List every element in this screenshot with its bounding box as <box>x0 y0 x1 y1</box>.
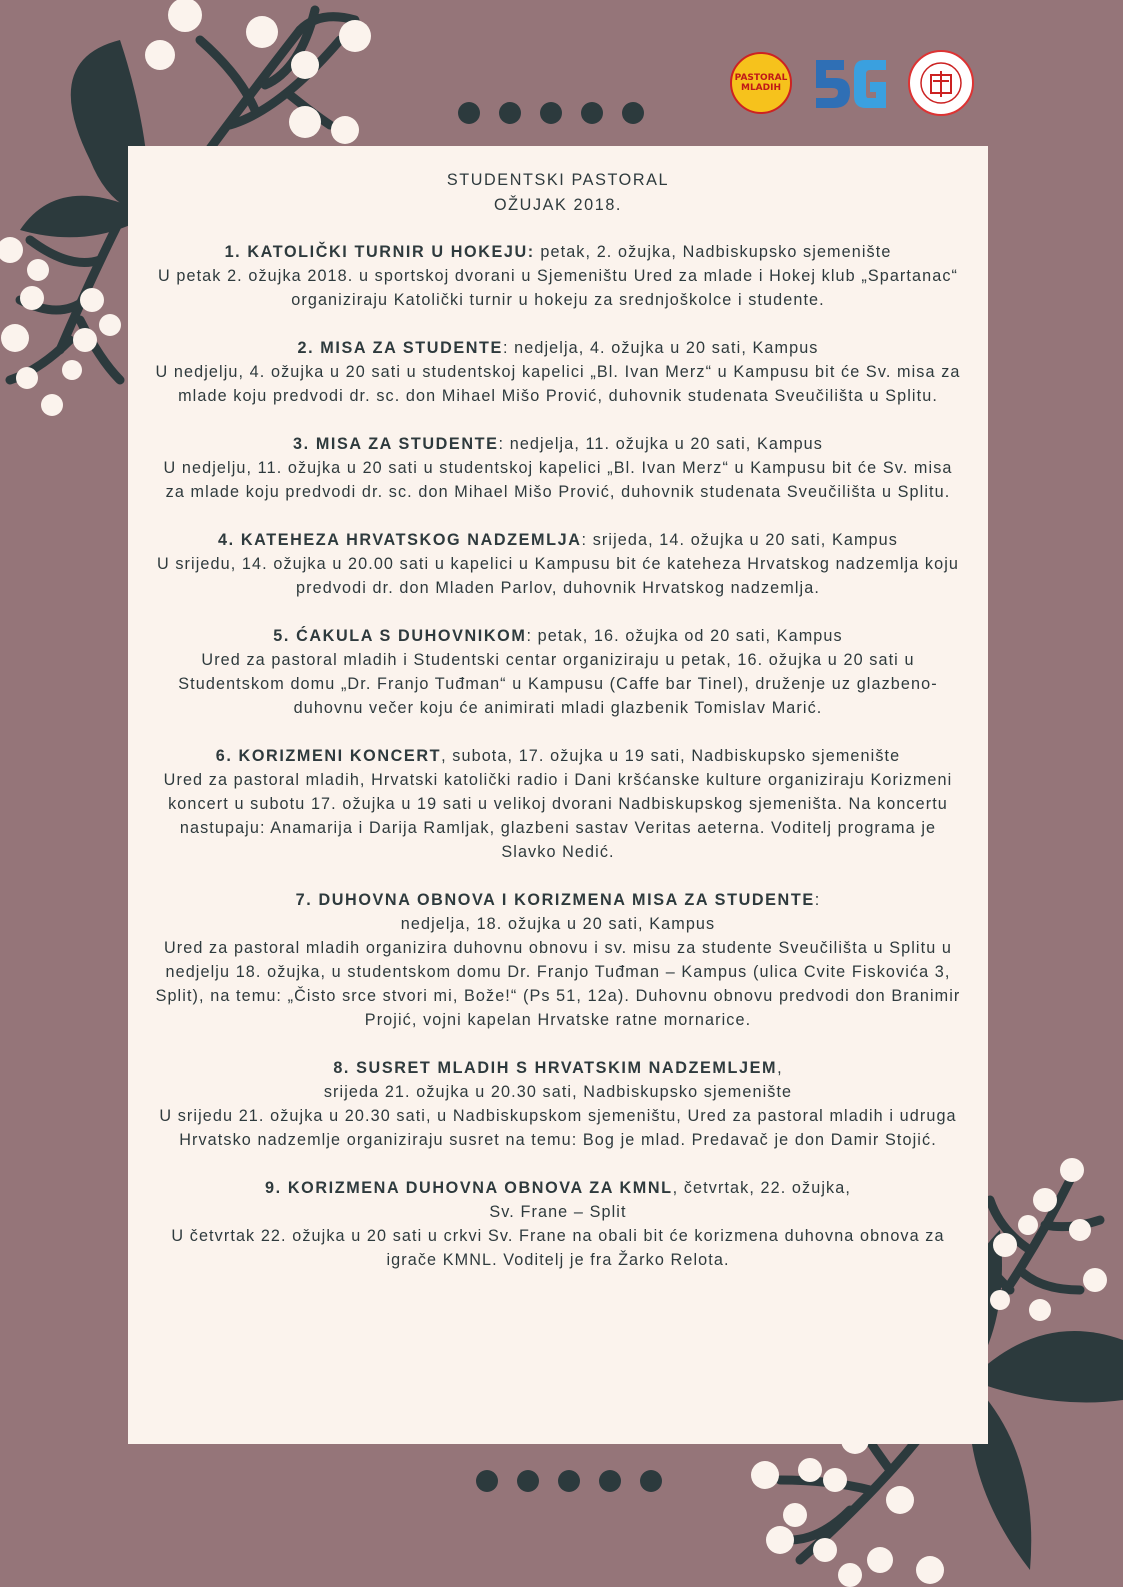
dot <box>558 1470 580 1492</box>
event-item-7 <box>154 888 962 1032</box>
event-description: U srijedu, 14. ožujka u 20.00 sati u kapelici u Kampusu bit će kateheza Hrvatskog nadzemlja koju predvodi dr. don Mladen Parlov, duhovnik Hrvatskog nadzemlja. <box>156 555 960 597</box>
event-title: 1. KATOLIČKI TURNIR U HOKEJU: <box>224 243 535 261</box>
event-when: petak, 2. ožujka, Nadbiskupsko sjemenište <box>534 243 892 261</box>
event-title: 2. MISA ZA STUDENTE <box>297 339 503 357</box>
event-description: U četvrtak 22. ožujka u 20 sati u crkvi Sv. Frane na obali bit će korizmena duhovna obnova za igrače KMNL. Voditelj je fra Žarko Relota. <box>171 1227 945 1269</box>
event-description: Ured za pastoral mladih, Hrvatski katolički radio i Dani kršćanske kulture organiziraju Korizmeni koncert u subotu 17. ožujka u 19 sati u velikoj dvorani Nadbiskupskog sjemeništa. Na koncertu nastupaju: Anamarija i Darija Ramljak, glazbeni sastav Veritas aeterna. Voditelj programa je Slavko Nedić. <box>163 771 953 861</box>
event-title: 5. ĆAKULA S DUHOVNIKOM <box>273 627 527 645</box>
event-when: , <box>777 1059 783 1077</box>
event-title: 8. SUSRET MLADIH S HRVATSKIM NADZEMLJEM <box>333 1059 778 1077</box>
event-description: U srijedu 21. ožujka u 20.30 sati, u Nadbiskupskom sjemeništu, Ured za pastoral mladih i udruga Hrvatsko nadzemlje organiziraju susret na temu: Bog je mlad. Predavač je don Damir Stojić. <box>159 1107 957 1149</box>
program-card <box>128 146 988 1444</box>
program-title <box>154 168 962 218</box>
event-title: 9. KORIZMENA DUHOVNA OBNOVA ZA KMNL <box>265 1179 673 1197</box>
event-title: 6. KORIZMENI KONCERT <box>215 747 442 765</box>
program-title-line2: OŽUJAK 2018. <box>493 196 623 214</box>
event-title: 4. KATEHEZA HRVATSKOG NADZEMLJA <box>218 531 582 549</box>
dot <box>517 1470 539 1492</box>
partner-logos <box>730 50 974 116</box>
event-title: 7. DUHOVNA OBNOVA I KORIZMENA MISA ZA STUDENTE <box>295 891 815 909</box>
dot <box>640 1470 662 1492</box>
event-item-3 <box>154 432 962 504</box>
event-when: : nedjelja, 11. ožujka u 20 sati, Kampus <box>498 435 823 453</box>
event-title: 3. MISA ZA STUDENTE <box>293 435 499 453</box>
event-item-9 <box>154 1176 962 1272</box>
event-when: : <box>814 891 821 909</box>
event-when: : nedjelja, 4. ožujka u 20 sati, Kampus <box>502 339 819 357</box>
program-title-line1: STUDENTSKI PASTORAL <box>446 171 670 189</box>
event-item-2 <box>154 336 962 408</box>
event-when: , četvrtak, 22. ožujka, <box>672 1179 851 1197</box>
dots-bottom <box>476 1470 662 1492</box>
event-description: U nedjelju, 11. ožujka u 20 sati u studentskoj kapelici „Bl. Ivan Merz“ u Kampusu bit će Sv. misa za mlade koju predvodi dr. sc. don Mihael Mišo Prović, duhovnik studenata Sveučilišta u Splitu. <box>163 459 953 501</box>
event-item-6 <box>154 744 962 864</box>
event-description: U nedjelju, 4. ožujka u 20 sati u studentskoj kapelici „Bl. Ivan Merz“ u Kampusu bit će Sv. misa za mlade koju predvodi dr. sc. don Mihael Mišo Prović, duhovnik studenata Sveučilišta u Splitu. <box>155 363 961 405</box>
event-when: , subota, 17. ožujka u 19 sati, Nadbiskupsko sjemenište <box>441 747 901 765</box>
pastoral-mladih-logo-text: PASTORAL MLADIH <box>734 73 788 93</box>
dot <box>476 1470 498 1492</box>
pastoral-mladih-logo <box>730 52 792 114</box>
dot <box>540 102 562 124</box>
university-seal-logo <box>908 50 974 116</box>
event-when-line2: Sv. Frane – Split <box>489 1203 627 1221</box>
5g-logo <box>810 52 890 114</box>
seal-emblem-icon <box>919 61 963 105</box>
dot <box>581 102 603 124</box>
dots-top <box>458 102 644 124</box>
event-item-8 <box>154 1056 962 1152</box>
dot <box>622 102 644 124</box>
event-description: Ured za pastoral mladih i Studentski centar organiziraju u petak, 16. ožujka u 20 sati u Studentskom domu „Dr. Franjo Tuđman“ u Kampusu (Caffe bar Tinel), druženje uz glazbeno-duhovnu večer koju će animirati mladi glazbenik Tomislav Marić. <box>178 651 938 717</box>
event-item-4 <box>154 528 962 600</box>
event-item-1 <box>154 240 962 312</box>
dot <box>499 102 521 124</box>
dot <box>599 1470 621 1492</box>
event-when: : petak, 16. ožujka od 20 sati, Kampus <box>526 627 843 645</box>
event-description: Ured za pastoral mladih organizira duhovnu obnovu i sv. misu za studente Sveučilišta u Splitu u nedjelju 18. ožujka, u studentskom domu Dr. Franjo Tuđman – Kampus (ulica Cvite Fiskovića 3, Split), na temu: „Čisto srce stvori mi, Bože!“ (Ps 51, 12a). Duhovnu obnovu predvodi don Branimir Projić, vojni kapelan Hrvatske ratne mornarice. <box>155 939 961 1029</box>
event-when-line2: nedjelja, 18. ožujka u 20 sati, Kampus <box>400 915 716 933</box>
event-item-5 <box>154 624 962 720</box>
dot <box>458 102 480 124</box>
event-when: : srijeda, 14. ožujka u 20 sati, Kampus <box>581 531 898 549</box>
event-when-line2: srijeda 21. ožujka u 20.30 sati, Nadbiskupsko sjemenište <box>323 1083 793 1101</box>
event-description: U petak 2. ožujka 2018. u sportskoj dvorani u Sjemeništu Ured za mlade i Hokej klub „Spartanac“ organiziraju Katolički turnir u hokeju za srednjoškolce i studente. <box>157 267 959 309</box>
